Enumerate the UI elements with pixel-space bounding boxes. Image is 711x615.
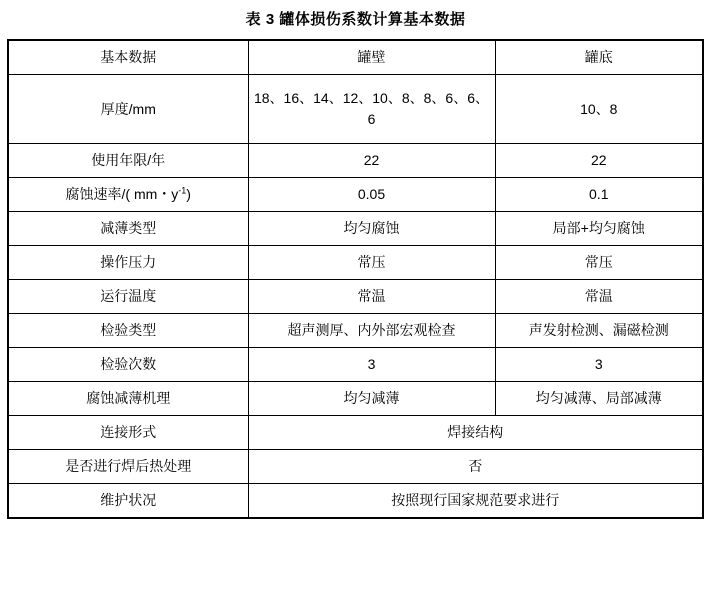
row-label-joint-type: 连接形式 [8, 416, 248, 450]
table-row [8, 484, 703, 519]
table-row [8, 416, 703, 450]
cell-corrosion-rate-bottom: 0.1 [495, 178, 703, 212]
cell-operating-pressure-bottom: 常压 [495, 246, 703, 280]
cell-inspection-count-bottom: 3 [495, 348, 703, 382]
table-header-row [8, 40, 703, 75]
cell-thinning-type-wall: 均匀腐蚀 [248, 212, 495, 246]
cell-inspection-type-wall: 超声测厚、内外部宏观检查 [248, 314, 495, 348]
row-label-inspection-count: 检验次数 [8, 348, 248, 382]
cell-operating-pressure-wall: 常压 [248, 246, 495, 280]
table-row [8, 382, 703, 416]
cell-joint-type-value: 焊接结构 [248, 416, 703, 450]
header-cell-tank-wall: 罐壁 [248, 40, 495, 75]
table-row [8, 246, 703, 280]
table-row [8, 450, 703, 484]
row-label-pwht: 是否进行焊后热处理 [8, 450, 248, 484]
cell-inspection-type-bottom: 声发射检测、漏磁检测 [495, 314, 703, 348]
row-label-service-life: 使用年限/年 [8, 144, 248, 178]
cell-thickness-wall: 18、16、14、12、10、8、8、6、6、6 [248, 75, 495, 144]
cell-inspection-count-wall: 3 [248, 348, 495, 382]
cell-pwht-value: 否 [248, 450, 703, 484]
damage-factor-basic-data-table [7, 39, 704, 519]
cell-thinning-type-bottom: 局部+均匀腐蚀 [495, 212, 703, 246]
cell-operating-temperature-bottom: 常温 [495, 280, 703, 314]
cell-thinning-mechanism-bottom: 均匀减薄、局部减薄 [495, 382, 703, 416]
table-row [8, 144, 703, 178]
row-label-thinning-mechanism: 腐蚀减薄机理 [8, 382, 248, 416]
table-row [8, 212, 703, 246]
row-label-corrosion-rate [8, 178, 248, 212]
row-label-inspection-type: 检验类型 [8, 314, 248, 348]
row-label-thickness: 厚度/mm [8, 75, 248, 144]
row-label-operating-temperature: 运行温度 [8, 280, 248, 314]
header-cell-basic-data: 基本数据 [8, 40, 248, 75]
cell-service-life-wall: 22 [248, 144, 495, 178]
cell-thinning-mechanism-wall: 均匀减薄 [248, 382, 495, 416]
table-row [8, 75, 703, 144]
table-row [8, 280, 703, 314]
cell-operating-temperature-wall: 常温 [248, 280, 495, 314]
row-label-thinning-type: 减薄类型 [8, 212, 248, 246]
cell-service-life-bottom: 22 [495, 144, 703, 178]
cell-maintenance-value: 按照现行国家规范要求进行 [248, 484, 703, 519]
header-cell-tank-bottom: 罐底 [495, 40, 703, 75]
table-row [8, 314, 703, 348]
row-label-maintenance: 维护状况 [8, 484, 248, 519]
row-label-operating-pressure: 操作压力 [8, 246, 248, 280]
cell-corrosion-rate-wall: 0.05 [248, 178, 495, 212]
table-row [8, 348, 703, 382]
table-row [8, 178, 703, 212]
cell-thickness-bottom: 10、8 [495, 75, 703, 144]
corrosion-rate-label-text: 腐蚀速率/( mm・$y^{-1}$) [65, 185, 191, 202]
table-caption: 表 3 罐体损伤系数计算基本数据 [245, 11, 466, 28]
